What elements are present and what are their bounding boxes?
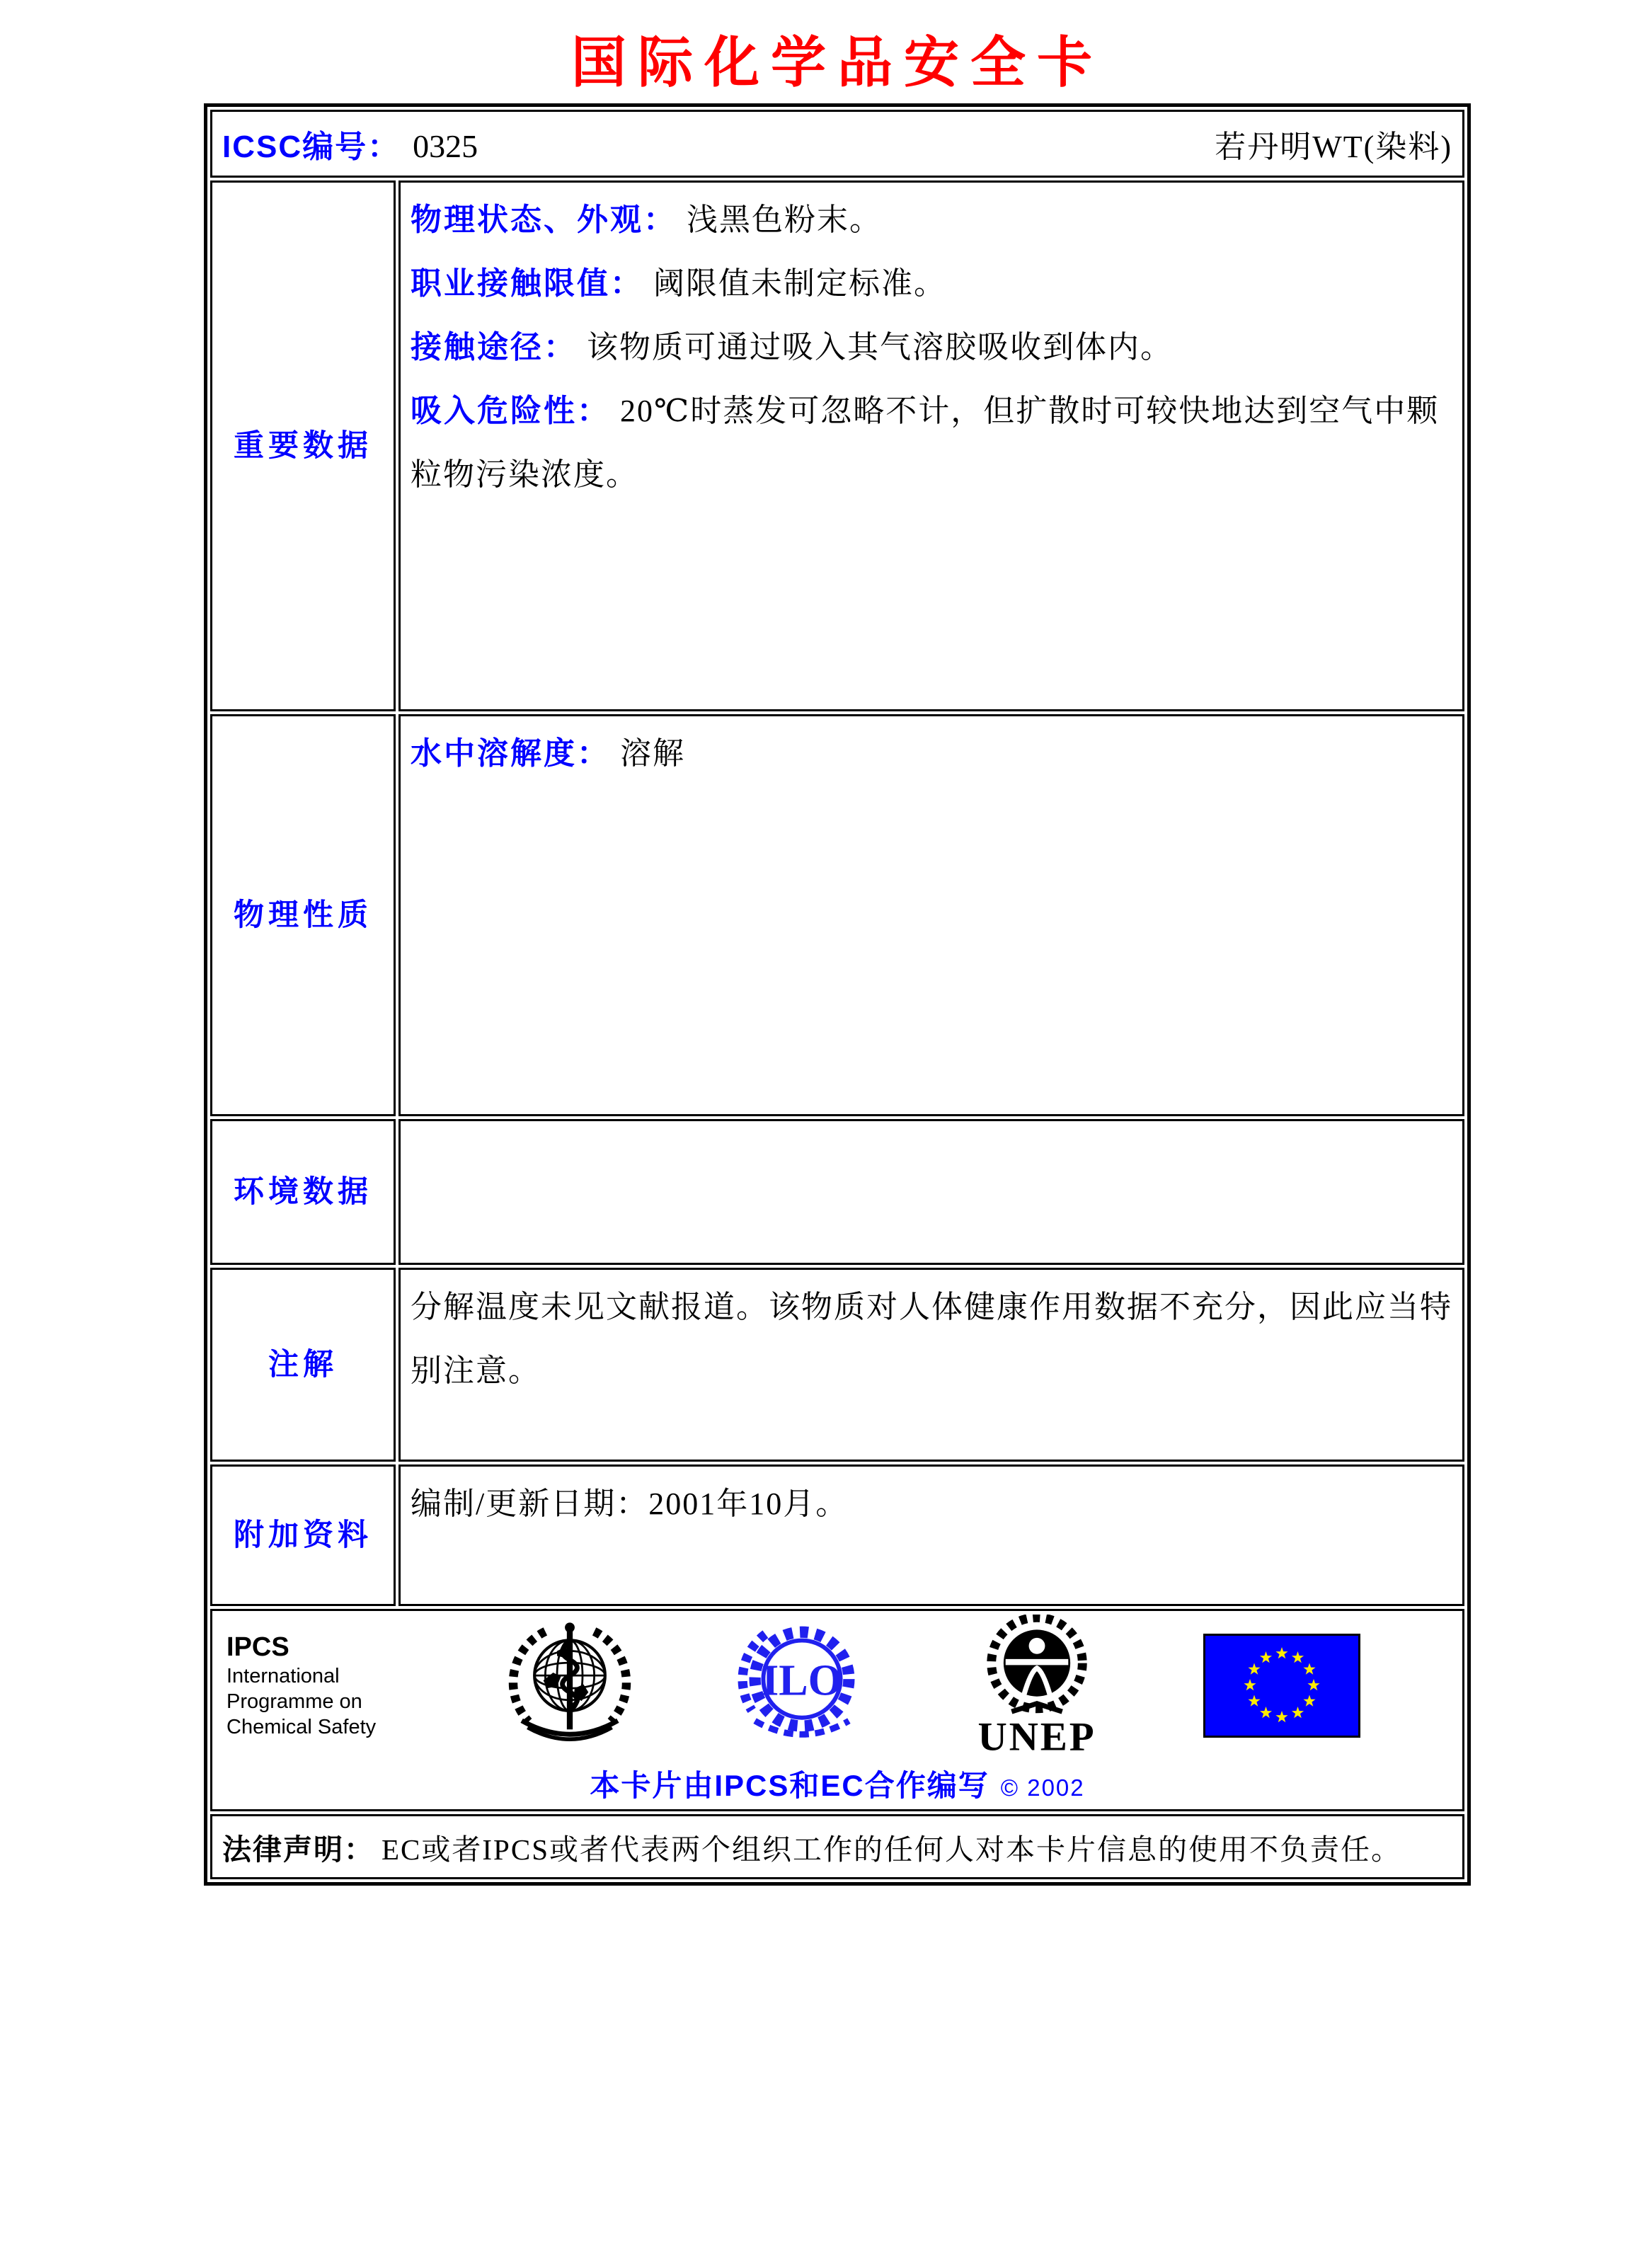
ipcs-line: International [226,1665,340,1687]
footer-row [210,1609,1464,1811]
section-content-physical-properties [398,714,1464,1116]
legal-label: 法律声明： [222,1833,374,1866]
who-logo-icon [506,1619,633,1751]
field-label: 物理状态、外观： [411,202,677,237]
copyright-text: © 2002 [1000,1775,1085,1801]
icsc-number-value: 0325 [413,128,478,164]
section-label-notes: 注解 [210,1268,396,1462]
section-label-additional-info: 附加资料 [210,1464,396,1606]
field-text: 阈限值未制定标准。 [653,266,946,301]
row-environmental-data [210,1119,1464,1265]
field-label: 接触途径： [411,330,577,365]
header-cell [210,110,1464,178]
unep-logo-icon [971,1615,1103,1756]
legal-row [210,1814,1464,1879]
eu-flag-icon [1203,1634,1360,1738]
row-important-data [210,180,1464,711]
icsc-number-label: ICSC编号： [222,130,401,164]
header-row [210,110,1464,178]
field-label: 水中溶解度： [411,736,610,771]
section-label-physical-properties: 物理性质 [210,714,396,1116]
unep-logo-text: UNEP [977,1714,1096,1756]
ipcs-text-block [226,1631,405,1740]
legal-cell [210,1814,1464,1879]
ilo-logo-icon [734,1622,870,1749]
section-content-important-data [398,180,1464,711]
section-label-environmental-data: 环境数据 [210,1119,396,1265]
footer-caption [222,1762,1452,1805]
page-title: 国际化学品安全卡 [570,30,1103,95]
data-item [411,379,1452,507]
icsc-card-table [204,103,1471,1886]
field-text: 分解温度未见文献报道。该物质对人体健康作用数据不充分，因此应当特别注意。 [411,1290,1452,1388]
icsc-number-group [222,121,478,166]
ipcs-line: Chemical Safety [226,1716,377,1738]
field-label: 吸入危险性： [411,394,610,428]
data-item [411,1472,1452,1536]
ilo-logo-text: ILO [762,1656,842,1705]
legal-text: EC或者IPCS或者代表两个组织工作的任何人对本卡片信息的使用不负责任。 [382,1833,1401,1866]
caption-text: 本卡片由IPCS和EC合作编写 [590,1769,990,1802]
data-item [411,722,1452,786]
field-text: 该物质可通过吸入其气溶胶吸收到体内。 [587,330,1173,365]
field-text: 编制/更新日期：2001年10月。 [411,1486,849,1521]
data-item [411,316,1452,379]
data-item [411,1275,1452,1403]
section-label-important-data: 重要数据 [210,180,396,711]
row-physical-properties [210,714,1464,1116]
footer-cell [210,1609,1464,1811]
data-item [411,252,1452,316]
section-content-notes [398,1268,1464,1462]
section-content-environmental-data [398,1119,1464,1265]
row-notes [210,1268,1464,1462]
data-item [411,188,1452,252]
field-label: 职业接触限值： [411,266,643,301]
substance-name: 若丹明WT(染料) [1215,130,1452,164]
section-content-additional-info [398,1464,1464,1606]
field-text: 浅黑色粉末。 [687,202,882,237]
field-text: 溶解 [620,736,685,771]
row-additional-info [210,1464,1464,1606]
ipcs-abbr: IPCS [226,1632,289,1662]
ipcs-line: Programme on [226,1690,362,1713]
field-text: 20℃时蒸发可忽略不计，但扩散时可较快地达到空气中颗粒物污染浓度。 [411,394,1440,492]
